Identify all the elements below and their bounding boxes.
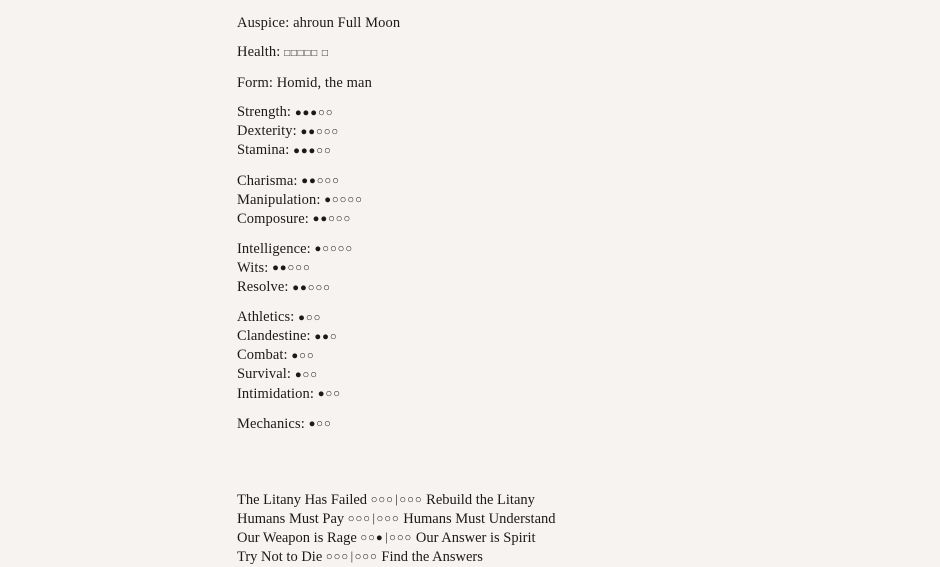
attribute-dots-strength[interactable]: ●●●○○ [294, 106, 334, 119]
attribute-dots-composure[interactable]: ●●○○○ [312, 213, 352, 226]
attribute-row-intelligence [237, 240, 940, 259]
attribute-dots-dexterity[interactable]: ●●○○○ [300, 125, 340, 138]
health-boxes-primary[interactable]: □□□□□ [284, 47, 318, 59]
conviction-left-label-die: Try Not to Die [237, 548, 323, 565]
other-skills-block [237, 415, 940, 434]
skill-row-clandestine [237, 327, 940, 346]
skills-block [237, 308, 940, 403]
attribute-label-dexterity: Dexterity: [237, 123, 297, 140]
skill-label-athletics: Athletics: [237, 309, 295, 326]
section-spacer [237, 445, 940, 491]
conviction-right-dots-weapon[interactable]: ○○○ [389, 532, 413, 545]
attributes-physical [237, 103, 940, 160]
conviction-left-dots-die[interactable]: ○○○ [325, 551, 350, 564]
auspice-block [237, 14, 940, 32]
auspice-line [237, 14, 940, 32]
attribute-dots-intelligence[interactable]: ●○○○○ [314, 243, 354, 256]
conviction-left-label-humans: Humans Must Pay [237, 510, 345, 527]
attribute-row-resolve [237, 278, 940, 297]
conviction-right-label-humans: Humans Must Understand [403, 510, 556, 527]
health-line [237, 43, 940, 63]
attribute-label-wits: Wits: [237, 259, 269, 276]
attribute-dots-manipulation[interactable]: ●○○○○ [324, 194, 363, 207]
auspice-label: Auspice: [237, 15, 290, 31]
attribute-label-resolve: Resolve: [237, 279, 289, 296]
conviction-right-label-weapon: Our Answer is Spirit [415, 529, 536, 546]
health-label: Health: [237, 44, 281, 61]
skill-row-mechanics [237, 415, 940, 434]
conviction-row-die [237, 548, 940, 567]
skill-label-clandestine: Clandestine: [237, 328, 311, 345]
conviction-row-weapon [237, 529, 940, 548]
health-block [237, 43, 940, 63]
conviction-left-label-litany: The Litany Has Failed [237, 491, 368, 508]
skill-label-intimidation: Intimidation: [237, 385, 315, 402]
skill-label-mechanics: Mechanics: [237, 415, 305, 432]
conviction-row-humans [237, 510, 940, 529]
attribute-label-strength: Strength: [237, 104, 292, 121]
skill-dots-mechanics[interactable]: ●○○ [308, 418, 332, 431]
skill-label-survival: Survival: [237, 366, 292, 383]
conviction-row-litany [237, 491, 940, 510]
attribute-dots-wits[interactable]: ●●○○○ [272, 262, 311, 275]
attribute-label-composure: Composure: [237, 210, 309, 227]
conviction-divider-litany: | [395, 492, 398, 507]
attribute-row-wits [237, 259, 940, 278]
attribute-dots-stamina[interactable]: ●●●○○ [293, 144, 332, 157]
attribute-dots-charisma[interactable]: ●●○○○ [301, 175, 340, 188]
attributes-mental [237, 240, 940, 297]
skill-row-intimidation [237, 385, 940, 404]
skill-dots-athletics[interactable]: ●○○ [298, 311, 322, 324]
conviction-right-label-litany: Rebuild the Litany [426, 491, 535, 508]
skill-dots-combat[interactable]: ●○○ [291, 349, 315, 362]
attribute-label-stamina: Stamina: [237, 142, 290, 159]
conviction-left-dots-litany[interactable]: ○○○ [370, 494, 394, 507]
conviction-left-dots-weapon[interactable]: ○○● [360, 532, 384, 545]
attribute-dots-resolve[interactable]: ●●○○○ [292, 281, 331, 294]
skill-dots-survival[interactable]: ●○○ [294, 368, 318, 381]
attribute-label-intelligence: Intelligence: [237, 240, 311, 257]
skill-dots-clandestine[interactable]: ●●○ [314, 330, 338, 343]
attribute-row-stamina [237, 141, 940, 160]
conviction-right-label-die: Find the Answers [381, 548, 483, 565]
attribute-label-manipulation: Manipulation: [237, 191, 321, 208]
attribute-row-charisma [237, 172, 940, 191]
conviction-right-dots-humans[interactable]: ○○○ [376, 513, 400, 526]
conviction-right-dots-die[interactable]: ○○○ [354, 551, 378, 564]
conviction-left-dots-humans[interactable]: ○○○ [347, 513, 371, 526]
skill-dots-intimidation[interactable]: ●○○ [317, 388, 341, 400]
attribute-row-strength [237, 103, 940, 122]
attribute-row-dexterity [237, 122, 940, 141]
attribute-row-composure [237, 210, 940, 229]
auspice-value: ahroun Full Moon [293, 15, 401, 31]
form-label: Form: [237, 75, 273, 92]
form-block [237, 74, 940, 92]
skill-row-athletics [237, 308, 940, 327]
attributes-social [237, 172, 940, 229]
conviction-left-label-weapon: Our Weapon is Rage [237, 529, 357, 546]
skill-row-combat [237, 346, 940, 365]
conviction-divider-humans: | [372, 511, 375, 526]
attribute-label-charisma: Charisma: [237, 172, 298, 189]
conviction-divider-die: | [350, 549, 354, 564]
conviction-divider-weapon: | [385, 530, 388, 545]
skill-label-combat: Combat: [237, 347, 288, 364]
attribute-row-manipulation [237, 191, 940, 210]
health-boxes-secondary[interactable]: □ [321, 47, 329, 59]
conviction-right-dots-litany[interactable]: ○○○ [399, 494, 423, 507]
skill-row-survival [237, 365, 940, 384]
form-value: Homid, the man [276, 75, 372, 92]
form-line [237, 74, 940, 92]
